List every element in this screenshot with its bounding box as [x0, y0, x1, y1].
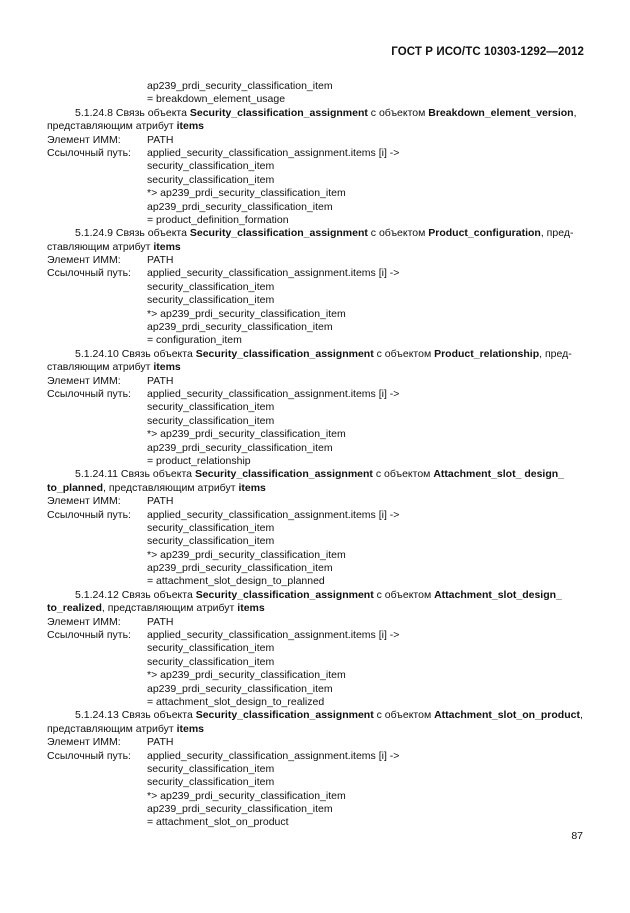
- reference-path-label: Ссылочный путь:: [47, 749, 131, 762]
- reference-path-first: applied_security_classification_assignment.items [i] ->: [147, 146, 400, 159]
- page-number: 87: [571, 830, 583, 842]
- imm-value: PATH: [147, 736, 174, 749]
- target-entity: Attachment_slot_design_: [434, 588, 562, 601]
- imm-value: PATH: [147, 615, 174, 628]
- source-entity: Security_classification_assignment: [194, 468, 373, 481]
- mapping-section: [47, 709, 584, 830]
- reference-path-line: = attachment_slot_design_to_realized: [147, 695, 325, 708]
- imm-value: PATH: [147, 254, 174, 267]
- section-heading-cont: ставляющим атрибут items: [47, 240, 181, 253]
- imm-value: PATH: [147, 495, 174, 508]
- section-heading-cont: to_planned, представляющим атрибут items: [47, 481, 266, 494]
- reference-path-line: *> ap239_prdi_security_classification_item: [147, 548, 346, 561]
- reference-path-line: security_classification_item: [147, 414, 275, 427]
- reference-path-label: Ссылочный путь:: [47, 387, 131, 400]
- reference-path-line: ap239_prdi_security_classification_item: [147, 803, 333, 816]
- reference-path-first: applied_security_classification_assignment.items [i] ->: [147, 749, 400, 762]
- attribute-name: items: [153, 361, 181, 374]
- reference-path-row: [47, 509, 584, 522]
- intro-line: ap239_prdi_security_classification_item: [147, 80, 333, 92]
- reference-path-line: *> ap239_prdi_security_classification_item: [147, 428, 346, 441]
- reference-path-line: security_classification_item: [147, 173, 275, 186]
- reference-path-row: [47, 388, 584, 401]
- section-heading: 5.1.24.8 Связь объекта Security_classification_assignment с объектом Breakdown_element_version,: [75, 106, 577, 119]
- reference-path-label: Ссылочный путь:: [47, 146, 131, 159]
- reference-path-label: Ссылочный путь:: [47, 508, 131, 521]
- reference-path-row: [47, 267, 584, 280]
- intro-line: = breakdown_element_usage: [147, 93, 286, 106]
- section-heading-cont: представляющим атрибут items: [47, 722, 205, 735]
- sections-container: [47, 107, 584, 830]
- target-entity: Attachment_slot_on_product: [434, 709, 580, 722]
- target-entity: Attachment_slot_ design_: [433, 468, 565, 481]
- imm-element-row: [47, 254, 584, 267]
- reference-path-first: applied_security_classification_assignment.items [i] ->: [147, 629, 400, 642]
- mapping-section: [47, 227, 584, 348]
- section-heading: 5.1.24.10 Связь объекта Security_classification_assignment с объектом Product_relationship, пред-: [75, 347, 572, 360]
- reference-path-label: Ссылочный путь:: [47, 629, 131, 642]
- imm-value: PATH: [147, 374, 174, 387]
- section-number: 5.1.24.11: [75, 468, 119, 481]
- section-heading: 5.1.24.13 Связь объекта Security_classification_assignment с объектом Attachment_slot_on_product,: [75, 709, 583, 722]
- imm-element-row: [47, 134, 584, 147]
- reference-path-line: ap239_prdi_security_classification_item: [147, 321, 333, 334]
- imm-label: Элемент ИММ:: [47, 736, 121, 749]
- imm-label: Элемент ИММ:: [47, 495, 121, 508]
- reference-path-line: *> ap239_prdi_security_classification_item: [147, 789, 346, 802]
- reference-path-line: security_classification_item: [147, 294, 275, 307]
- imm-label: Элемент ИММ:: [47, 615, 121, 628]
- section-heading: 5.1.24.12 Связь объекта Security_classification_assignment с объектом Attachment_slot_design_: [75, 588, 562, 601]
- attribute-name: items: [176, 120, 205, 133]
- reference-path-line: = attachment_slot_on_product: [147, 816, 289, 829]
- source-entity: Security_classification_assignment: [189, 227, 368, 240]
- mapping-section: [47, 468, 584, 589]
- reference-path-line: *> ap239_prdi_security_classification_item: [147, 187, 346, 200]
- reference-path-label: Ссылочный путь:: [47, 267, 131, 280]
- reference-path-line: ap239_prdi_security_classification_item: [147, 441, 333, 454]
- reference-path-line: security_classification_item: [147, 642, 275, 655]
- mapping-section: [47, 589, 584, 710]
- mapping-section: [47, 348, 584, 469]
- imm-value: PATH: [147, 133, 174, 146]
- reference-path-line: ap239_prdi_security_classification_item: [147, 682, 333, 695]
- reference-path-lines: [47, 642, 584, 709]
- reference-path-line: security_classification_item: [147, 535, 275, 548]
- document-body: [47, 80, 584, 830]
- target-entity: Breakdown_element_version: [428, 106, 574, 119]
- reference-path-row: [47, 750, 584, 763]
- reference-path-line: security_classification_item: [147, 655, 275, 668]
- section-number: 5.1.24.8: [75, 106, 113, 119]
- reference-path-line: = attachment_slot_design_to_planned: [147, 575, 325, 588]
- imm-label: Элемент ИММ:: [47, 133, 121, 146]
- imm-element-row: [47, 495, 584, 508]
- reference-path-lines: [47, 401, 584, 468]
- reference-path-first: applied_security_classification_assignment.items [i] ->: [147, 267, 400, 280]
- section-number: 5.1.24.13: [75, 709, 119, 722]
- reference-path-line: ap239_prdi_security_classification_item: [147, 562, 333, 575]
- reference-path-first: applied_security_classification_assignment.items [i] ->: [147, 508, 400, 521]
- reference-path-lines: [47, 522, 584, 589]
- reference-path-line: security_classification_item: [147, 521, 275, 534]
- attribute-name: items: [176, 722, 205, 735]
- source-entity: Security_classification_assignment: [189, 106, 368, 119]
- target-entity: Product_relationship: [434, 347, 540, 360]
- reference-path-line: = product_relationship: [147, 454, 251, 467]
- source-entity: Security_classification_assignment: [195, 709, 374, 722]
- imm-element-row: [47, 616, 584, 629]
- reference-path-row: [47, 147, 584, 160]
- source-entity: Security_classification_assignment: [195, 347, 374, 360]
- reference-path-first: applied_security_classification_assignment.items [i] ->: [147, 387, 400, 400]
- reference-path-line: security_classification_item: [147, 401, 275, 414]
- section-number: 5.1.24.9: [75, 227, 113, 240]
- reference-path-row: [47, 629, 584, 642]
- reference-path-line: *> ap239_prdi_security_classification_item: [147, 307, 346, 320]
- imm-element-row: [47, 375, 584, 388]
- target-entity: Product_configuration: [428, 227, 541, 240]
- reference-path-line: security_classification_item: [147, 762, 275, 775]
- page-header: ГОСТ Р ИСО/ТС 10303-1292—2012: [391, 46, 584, 58]
- reference-path-line: security_classification_item: [147, 160, 275, 173]
- imm-label: Элемент ИММ:: [47, 374, 121, 387]
- section-heading: 5.1.24.11 Связь объекта Security_classification_assignment с объектом Attachment_slot_ design_: [75, 468, 565, 481]
- source-entity: Security_classification_assignment: [195, 588, 374, 601]
- section-number: 5.1.24.12: [75, 588, 119, 601]
- imm-element-row: [47, 736, 584, 749]
- reference-path-lines: [47, 281, 584, 348]
- attribute-name: items: [238, 481, 266, 494]
- reference-path-line: security_classification_item: [147, 776, 275, 789]
- reference-path-line: = configuration_item: [147, 334, 242, 347]
- reference-path-line: ap239_prdi_security_classification_item: [147, 200, 333, 213]
- attribute-name: items: [153, 240, 181, 253]
- section-heading: 5.1.24.9 Связь объекта Security_classification_assignment с объектом Product_configuration, пред-: [75, 227, 574, 240]
- section-heading-cont: ставляющим атрибут items: [47, 361, 181, 374]
- imm-label: Элемент ИММ:: [47, 254, 121, 267]
- section-heading-cont: представляющим атрибут items: [47, 120, 205, 133]
- reference-path-lines: [47, 763, 584, 830]
- section-heading-cont: to_realized, представляющим атрибут items: [47, 602, 265, 615]
- section-number: 5.1.24.10: [75, 347, 119, 360]
- reference-path-lines: [47, 160, 584, 227]
- reference-path-line: security_classification_item: [147, 280, 275, 293]
- attribute-name: items: [237, 602, 265, 615]
- reference-path-line: *> ap239_prdi_security_classification_item: [147, 669, 346, 682]
- reference-path-line: = product_definition_formation: [147, 213, 289, 226]
- mapping-section: [47, 107, 584, 228]
